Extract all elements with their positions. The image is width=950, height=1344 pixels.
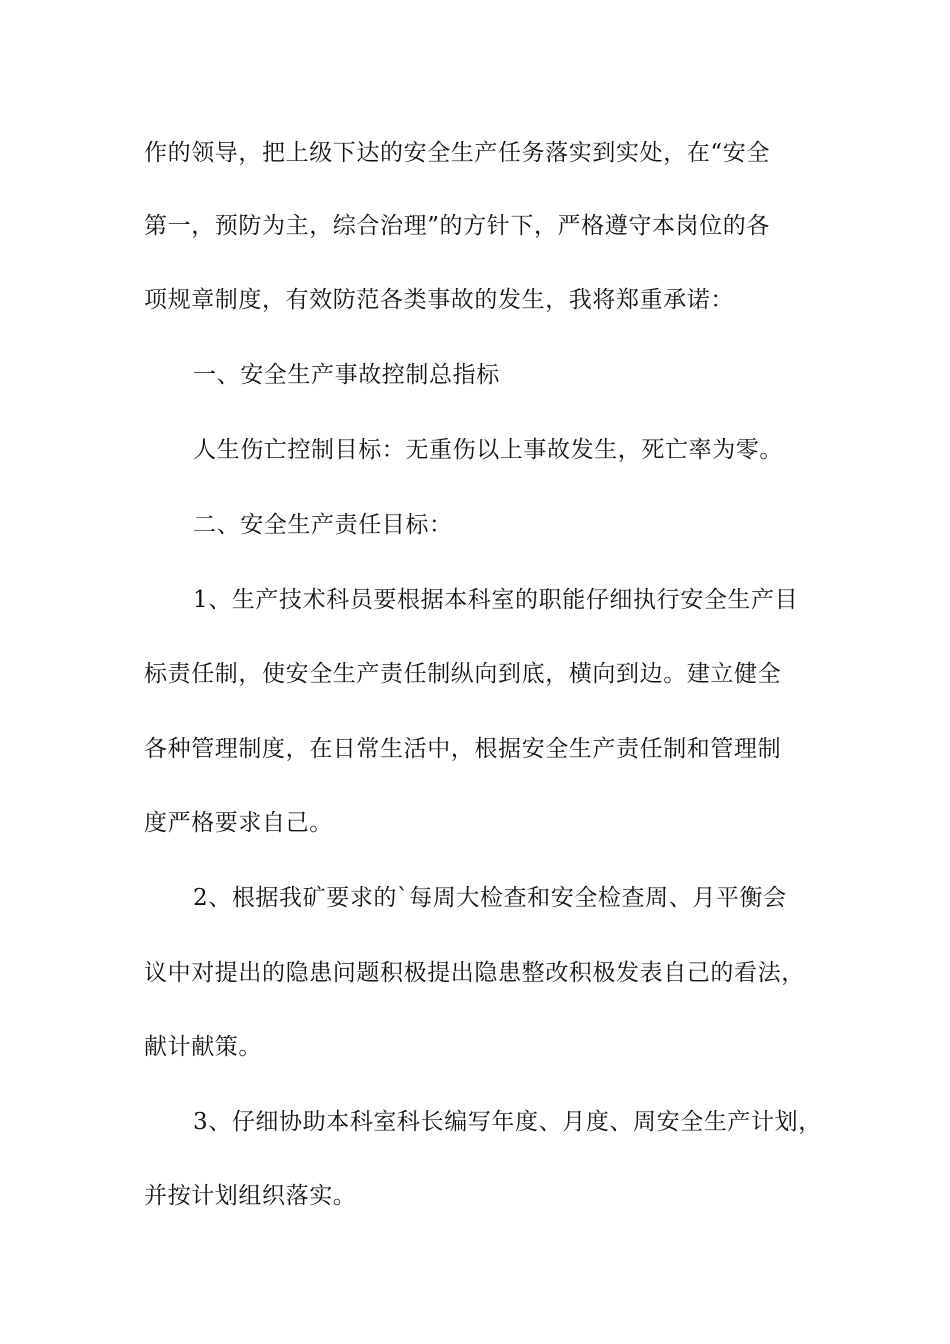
paragraph-line: 第一，预防为主，综合治理”的方针下，严格遵守本岗位的各 bbox=[144, 213, 770, 239]
paragraph-line: 人生伤亡控制目标：无重伤以上事故发生，死亡率为零。 bbox=[193, 437, 783, 463]
paragraph-line: 度严格要求自己。 bbox=[144, 810, 333, 836]
paragraph-line: 议中对提出的隐患问题积极提出隐患整改积极发表自己的看法， bbox=[144, 960, 805, 986]
paragraph-line: 2、根据我矿要求的`每周大检查和安全检查周、月平衡会 bbox=[193, 885, 787, 911]
paragraph-line: 各种管理制度，在日常生活中，根据安全生产责任制和管理制 bbox=[144, 736, 782, 762]
paragraph-line: 作的领导，把上级下达的安全生产任务落实到实处，在“安全 bbox=[144, 140, 770, 166]
paragraph-line: 标责任制，使安全生产责任制纵向到底，横向到边。建立健全 bbox=[144, 661, 782, 687]
paragraph-line: 1、生产技术科员要根据本科室的职能仔细执行安全生产目 bbox=[193, 587, 799, 613]
section-heading: 一、安全生产事故控制总指标 bbox=[193, 362, 500, 388]
paragraph-line: 项规章制度，有效防范各类事故的发生，我将郑重承诺： bbox=[144, 287, 734, 313]
paragraph-line: 献计献策。 bbox=[144, 1034, 262, 1060]
paragraph-line: 并按计划组织落实。 bbox=[144, 1183, 357, 1209]
section-heading: 二、安全生产责任目标： bbox=[193, 512, 453, 538]
paragraph-line: 3、仔细协助本科室科长编写年度、月度、周安全生产计划， bbox=[193, 1109, 822, 1135]
